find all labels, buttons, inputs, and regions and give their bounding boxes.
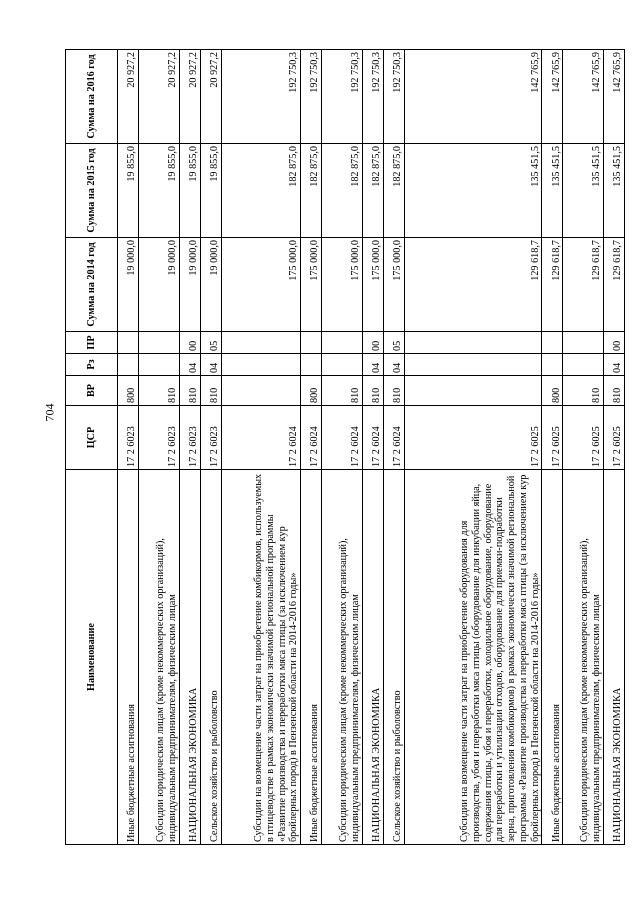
- cell-sum-2016: 192 750,3: [301, 50, 322, 144]
- table-row: [200, 50, 221, 845]
- cell-sum-2014: 129 618,7: [603, 238, 624, 332]
- header-csr: ЦСР: [66, 406, 118, 470]
- cell-sum-2015: 135 451,5: [542, 144, 563, 238]
- cell-csr: 17 2 6024: [362, 406, 383, 470]
- cell-vr: 810: [362, 376, 383, 406]
- cell-sum-2014: 19 000,0: [200, 238, 221, 332]
- table-row: [118, 50, 139, 845]
- table-row: [221, 50, 300, 845]
- table-row: [362, 50, 383, 845]
- cell-rz: [301, 354, 322, 376]
- cell-sum-2015: 182 875,0: [301, 144, 322, 238]
- cell-rz: 04: [362, 354, 383, 376]
- cell-rz: [221, 354, 300, 376]
- cell-name: НАЦИОНАЛЬНАЯ ЭКОНОМИКА: [362, 470, 383, 845]
- header-sum-2015: Сумма на 2015 год: [66, 144, 118, 238]
- cell-pr: 05: [200, 332, 221, 354]
- cell-name: Субсидии юридическим лицам (кроме некоммерческих организаций), индивидуальным предпринимателям, физическим лицам: [139, 470, 179, 845]
- table-row: [542, 50, 563, 845]
- cell-rz: 04: [383, 354, 404, 376]
- cell-sum-2014: 175 000,0: [301, 238, 322, 332]
- page-number: 704: [42, 403, 57, 422]
- cell-pr: [542, 332, 563, 354]
- cell-csr: 17 2 6024: [221, 406, 300, 470]
- cell-sum-2016: 142 765,9: [542, 50, 563, 144]
- cell-name: Субсидии юридическим лицам (кроме некоммерческих организаций), индивидуальным предпринимателям, физическим лицам: [563, 470, 603, 845]
- cell-name: Иные бюджетные ассигнования: [118, 470, 139, 845]
- cell-rz: [322, 354, 362, 376]
- cell-csr: 17 2 6025: [563, 406, 603, 470]
- cell-rz: 04: [603, 354, 624, 376]
- cell-vr: 810: [200, 376, 221, 406]
- table-row: [603, 50, 624, 845]
- cell-pr: [301, 332, 322, 354]
- cell-sum-2016: 20 927,2: [179, 50, 200, 144]
- cell-csr: 17 2 6025: [542, 406, 563, 470]
- cell-sum-2014: 19 000,0: [118, 238, 139, 332]
- cell-name: Субсидии на возмещение части затрат на приобретение комбикормов, используемых в птицеводстве в рамках экономически значимой региональной программы «Развитие производства и переработки мяса птицы (за исключением кур бройлерных пород) в Пензенской области на 2014-2016 годы»: [221, 470, 300, 845]
- cell-rz: [404, 354, 542, 376]
- cell-vr: 800: [301, 376, 322, 406]
- cell-csr: 17 2 6025: [603, 406, 624, 470]
- cell-pr: 00: [179, 332, 200, 354]
- table-row: [404, 50, 542, 845]
- cell-csr: 17 2 6023: [139, 406, 179, 470]
- cell-name: НАЦИОНАЛЬНАЯ ЭКОНОМИКА: [179, 470, 200, 845]
- cell-csr: 17 2 6024: [322, 406, 362, 470]
- header-rz: Рз: [66, 354, 118, 376]
- cell-vr: 800: [542, 376, 563, 406]
- cell-sum-2015: 19 855,0: [118, 144, 139, 238]
- table-row: [322, 50, 362, 845]
- header-pr: ПР: [66, 332, 118, 354]
- cell-sum-2014: 129 618,7: [404, 238, 542, 332]
- cell-csr: 17 2 6025: [404, 406, 542, 470]
- cell-sum-2015: 182 875,0: [221, 144, 300, 238]
- cell-rz: 04: [179, 354, 200, 376]
- cell-pr: [563, 332, 603, 354]
- cell-sum-2015: 19 855,0: [139, 144, 179, 238]
- cell-pr: [221, 332, 300, 354]
- cell-vr: 800: [118, 376, 139, 406]
- header-sum-2014: Сумма на 2014 год: [66, 238, 118, 332]
- table-header-row: [66, 50, 118, 845]
- cell-sum-2015: 182 875,0: [362, 144, 383, 238]
- cell-vr: [221, 376, 300, 406]
- cell-sum-2015: 19 855,0: [200, 144, 221, 238]
- cell-name: Сельское хозяйство и рыболовство: [200, 470, 221, 845]
- cell-name: Субсидии юридическим лицам (кроме некоммерческих организаций), индивидуальным предпринимателям, физическим лицам: [322, 470, 362, 845]
- cell-csr: 17 2 6023: [118, 406, 139, 470]
- cell-sum-2014: 175 000,0: [221, 238, 300, 332]
- cell-vr: 810: [179, 376, 200, 406]
- cell-vr: 810: [603, 376, 624, 406]
- table-row: [301, 50, 322, 845]
- cell-sum-2016: 142 765,9: [603, 50, 624, 144]
- cell-sum-2015: 135 451,5: [404, 144, 542, 238]
- cell-sum-2014: 175 000,0: [362, 238, 383, 332]
- cell-vr: 810: [563, 376, 603, 406]
- cell-pr: [404, 332, 542, 354]
- cell-csr: 17 2 6024: [301, 406, 322, 470]
- cell-csr: 17 2 6023: [179, 406, 200, 470]
- cell-sum-2014: 175 000,0: [383, 238, 404, 332]
- table-row: [383, 50, 404, 845]
- cell-sum-2014: 175 000,0: [322, 238, 362, 332]
- cell-sum-2016: 192 750,3: [221, 50, 300, 144]
- cell-name: НАЦИОНАЛЬНАЯ ЭКОНОМИКА: [603, 470, 624, 845]
- table-row: [563, 50, 603, 845]
- cell-sum-2016: 192 750,3: [383, 50, 404, 144]
- cell-pr: 05: [383, 332, 404, 354]
- cell-csr: 17 2 6023: [200, 406, 221, 470]
- table-row: [179, 50, 200, 845]
- cell-sum-2015: 182 875,0: [322, 144, 362, 238]
- header-vr: ВР: [66, 376, 118, 406]
- cell-rz: [139, 354, 179, 376]
- cell-sum-2015: 182 875,0: [383, 144, 404, 238]
- cell-sum-2016: 192 750,3: [362, 50, 383, 144]
- cell-sum-2015: 19 855,0: [179, 144, 200, 238]
- cell-sum-2014: 129 618,7: [563, 238, 603, 332]
- cell-name: Иные бюджетные ассигнования: [542, 470, 563, 845]
- cell-rz: [542, 354, 563, 376]
- cell-pr: 00: [362, 332, 383, 354]
- cell-rz: 04: [200, 354, 221, 376]
- cell-vr: [404, 376, 542, 406]
- cell-sum-2015: 135 451,5: [603, 144, 624, 238]
- cell-sum-2014: 19 000,0: [139, 238, 179, 332]
- budget-table: [65, 49, 625, 845]
- cell-pr: [118, 332, 139, 354]
- rotated-page: [65, 50, 625, 845]
- header-name: Наименование: [66, 470, 118, 845]
- cell-pr: [139, 332, 179, 354]
- cell-rz: [563, 354, 603, 376]
- cell-sum-2014: 129 618,7: [542, 238, 563, 332]
- table-row: [139, 50, 179, 845]
- cell-sum-2015: 135 451,5: [563, 144, 603, 238]
- header-sum-2016: Сумма на 2016 год: [66, 50, 118, 144]
- cell-rz: [118, 354, 139, 376]
- cell-vr: 810: [139, 376, 179, 406]
- cell-sum-2016: 142 765,9: [563, 50, 603, 144]
- cell-sum-2016: 20 927,2: [118, 50, 139, 144]
- cell-pr: [322, 332, 362, 354]
- cell-sum-2016: 20 927,2: [200, 50, 221, 144]
- cell-pr: 00: [603, 332, 624, 354]
- cell-csr: 17 2 6024: [383, 406, 404, 470]
- cell-sum-2014: 19 000,0: [179, 238, 200, 332]
- cell-name: Иные бюджетные ассигнования: [301, 470, 322, 845]
- cell-name: Субсидии на возмещение части затрат на приобретение оборудования для производства, убоя и переработки мяса птицы (оборудование для инкубации яйца, содержания птицы, убоя и переработки, холодильное оборудование, оборудование для переработки и утилизации отходов, оборудование для приемки-подработки зерна, приготовления комбикормов) в рамках экономически значимой региональной программы «Развитие производства и переработки мяса птицы (за исключением кур бройлерных пород) в Пензенской области на 2014-2016 годы»: [404, 470, 542, 845]
- cell-sum-2016: 142 765,9: [404, 50, 542, 144]
- cell-vr: 810: [322, 376, 362, 406]
- cell-sum-2016: 20 927,2: [139, 50, 179, 144]
- cell-sum-2016: 192 750,3: [322, 50, 362, 144]
- cell-name: Сельское хозяйство и рыболовство: [383, 470, 404, 845]
- cell-vr: 810: [383, 376, 404, 406]
